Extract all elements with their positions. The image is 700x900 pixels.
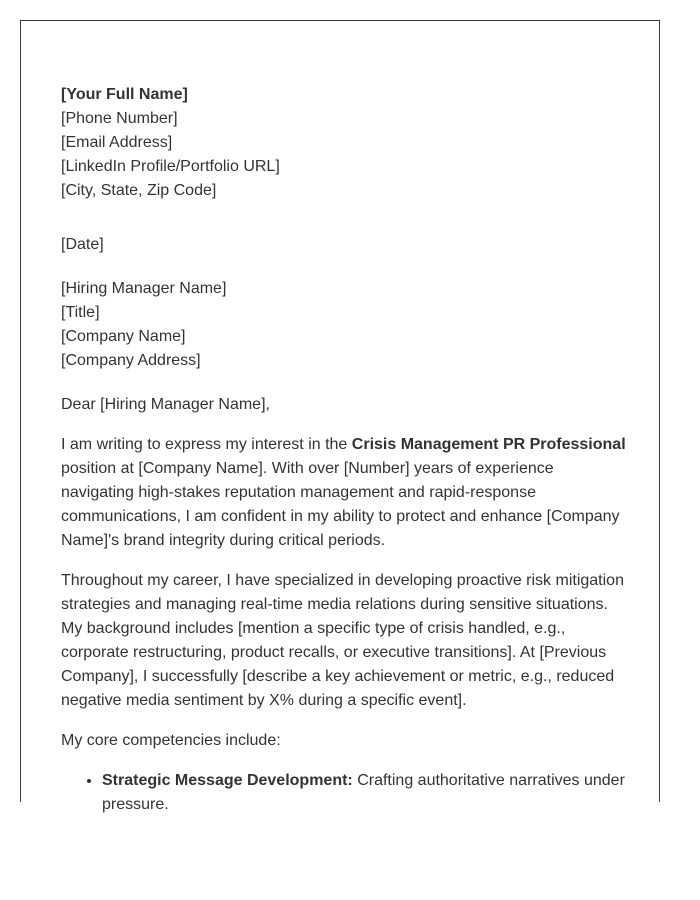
letter-date: [Date] — [61, 236, 104, 253]
letter-body — [61, 83, 626, 817]
letter-page — [20, 20, 660, 813]
recipient-name: [Hiring Manager Name] — [61, 280, 227, 297]
recipient-title: [Title] — [61, 304, 100, 321]
intro-paragraph — [61, 433, 626, 553]
competency-text: Crafting authoritative narratives under pressure. — [102, 772, 625, 813]
sender-phone: [Phone Number] — [61, 110, 178, 127]
sender-location: [City, State, Zip Code] — [61, 182, 217, 199]
job-role: Crisis Management PR Professional — [351, 436, 626, 453]
intro-text-after: position at [Company Name]. With over [Number] years of experience navigating high-stakes reputation management and rapid-response communications, I am confident in my ability to protect and enhance [Company Name]'s brand integrity during critical periods. — [61, 460, 620, 549]
recipient-address: [Company Address] — [61, 352, 201, 369]
recipient-company: [Company Name] — [61, 328, 186, 345]
intro-text-before: I am writing to express my interest in the — [61, 436, 352, 453]
sender-name: [Your Full Name] — [61, 86, 188, 103]
competencies-list — [61, 769, 626, 817]
sender-linkedin: [LinkedIn Profile/Portfolio URL] — [61, 158, 280, 175]
competency-title: Strategic Message Development: — [102, 772, 353, 789]
recipient-block — [61, 277, 626, 373]
date-block — [61, 233, 626, 257]
list-item — [102, 769, 626, 817]
competencies-intro: My core competencies include: — [61, 732, 281, 749]
sender-email: [Email Address] — [61, 134, 173, 151]
experience-paragraph: Throughout my career, I have specialized in developing proactive risk mitigation strategies and managing real-time media relations during sensitive situations. My background includes [mention a specific type of crisis handled, e.g., corporate restructuring, product recalls, or executive transitions]. At [Previous Company], I successfully [describe a key achievement or metric, e.g., reduced negative media sentiment by X% during a specific event]. — [61, 572, 624, 709]
sender-block — [61, 83, 626, 203]
salutation: Dear [Hiring Manager Name], — [61, 396, 270, 413]
